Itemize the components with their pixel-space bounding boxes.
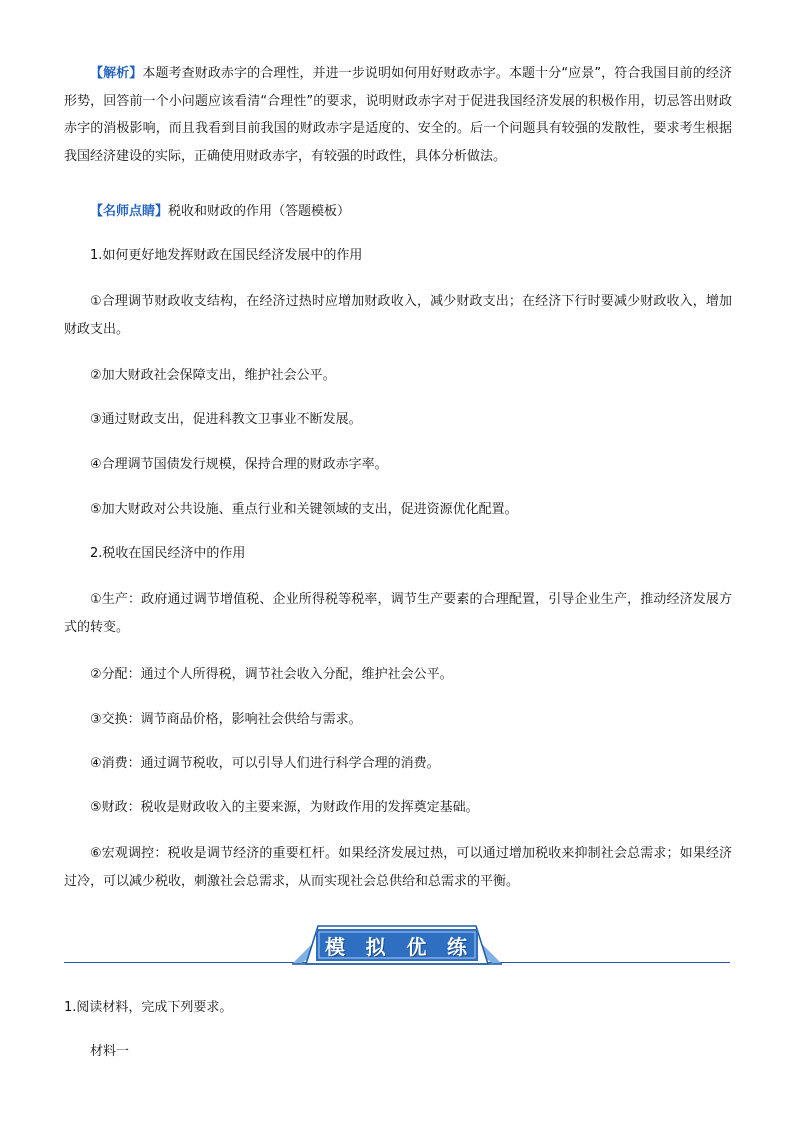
section2-title: 2.税收在国民经济中的作用 [90, 546, 246, 561]
section2-item-2: ②分配：通过个人所得税，调节社会收入分配，维护社会公平。 [90, 667, 453, 682]
banner-char-1: 模 [325, 935, 345, 959]
section2-item-3: ③交换：调节商品价格，影响社会供给与需求。 [90, 712, 362, 727]
analysis-tag: 【解析】 [90, 66, 143, 81]
tips-title: 税收和财政的作用（答题模板） [168, 204, 351, 219]
section2-item-5: ⑤财政：税收是财政收入的主要来源，为财政作用的发挥奠定基础。 [90, 800, 479, 815]
section1-title: 1.如何更好地发挥财政在国民经济发展中的作用 [90, 248, 363, 263]
analysis-paragraph [64, 60, 732, 170]
section1-item-2: ②加大财政社会保障支出，维护社会公平。 [90, 368, 336, 383]
question-1: 1.阅读材料，完成下列要求。 [64, 1000, 233, 1015]
section1-item-1: ①合理调节财政收支结构，在经济过热时应增加财政收入，减少财政支出；在经济下行时要减少财政收入，增加财政支出。 [64, 294, 732, 337]
section1-item-3: ③通过财政支出，促进科教文卫事业不断发展。 [90, 412, 362, 427]
section1-item-5: ⑤加大财政对公共设施、重点行业和关键领域的支出，促进资源优化配置。 [90, 502, 518, 517]
tips-tag: 【名师点睛】 [90, 204, 169, 219]
tips-heading [90, 202, 350, 222]
analysis-text: 本题考查财政赤字的合理性，并进一步说明如何用好财政赤字。本题十分“应景”，符合我国目前的经济形势，回答前一个小问题应该看清“合理性”的要求，说明财政赤字对于促进我国经济发展的积极作用，切忌答出财政赤字的消极影响，而且我看到目前我国的财政赤字是适度的、安全的。后一个问题具有较强的发散性，要求考生根据我国经济建设的实际，正确使用财政赤字，有较强的时政性，具体分析做法。 [64, 66, 732, 164]
material-1-label: 材料一 [90, 1044, 130, 1059]
section1-item-4: ④合理调节国债发行规模，保持合理的财政赤字率。 [90, 457, 388, 472]
banner-char-2: 拟 [365, 935, 386, 959]
practice-banner-title [318, 931, 474, 960]
section2-item-4: ④消费：通过调节税收，可以引导人们进行科学合理的消费。 [90, 756, 440, 771]
banner-char-3: 优 [406, 935, 427, 959]
section2-item-6: ⑥宏观调控：税收是调节经济的重要杠杆。如果经济发展过热，可以通过增加税收来抑制社会总需求；如果经济过冷，可以减少税收，刺激社会总需求，从而实现社会总供给和总需求的平衡。 [64, 846, 732, 889]
banner-char-4: 练 [446, 935, 467, 959]
section2-item-1: ①生产：政府通过调节增值税、企业所得税等税率，调节生产要素的合理配置，引导企业生产，推动经济发展方式的转变。 [64, 592, 732, 635]
